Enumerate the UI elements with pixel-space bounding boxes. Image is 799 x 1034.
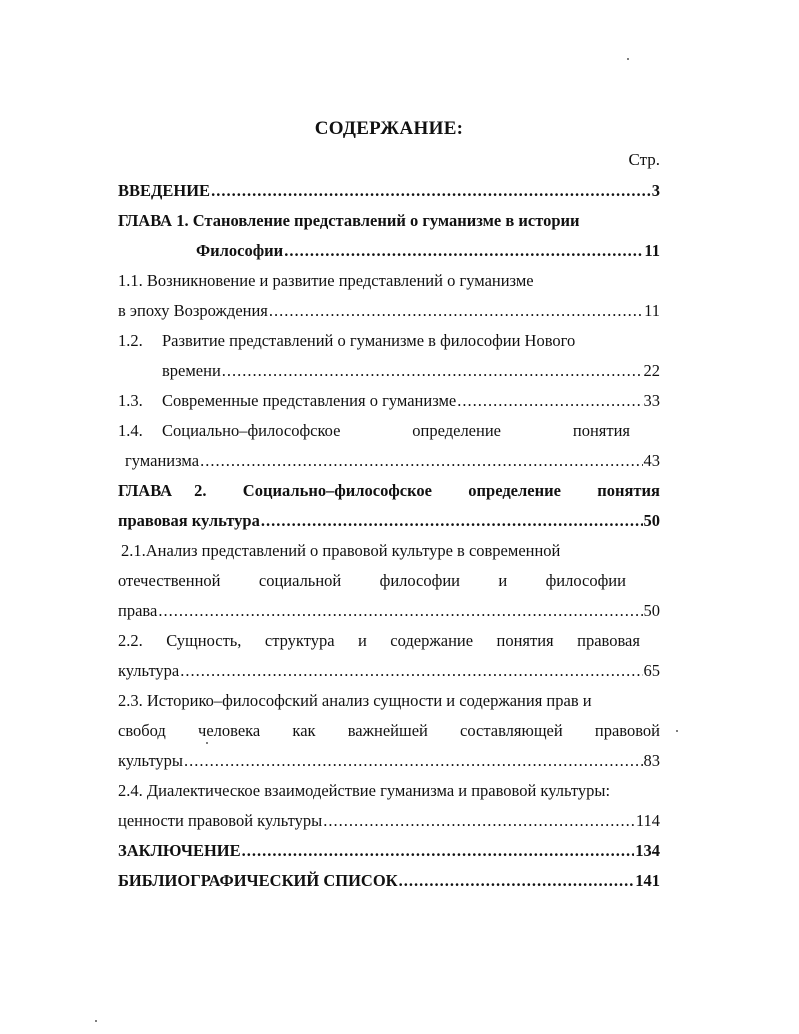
toc-word: определение [412,421,501,440]
toc-entry-label: ЗАКЛЮЧЕНИЕ [118,841,241,860]
toc-entry-label: БИБЛИОГРАФИЧЕСКИЙ СПИСОК [118,871,398,890]
toc-chapter-1-line1[interactable]: ГЛАВА 1. Становление представлений о гуманизме в истории [118,211,580,230]
toc-entry-label: права [118,601,158,620]
toc-entry-label: гуманизма [125,451,200,470]
toc-section-1-1-line1[interactable]: 1.1. Возникновение и развитие представлений о гуманизме [118,271,534,290]
toc-section-2-4-line1[interactable]: 2.4. Диалектическое взаимодействие гуманизма и правовой культуры: [118,781,611,800]
toc-word: социальной [258,571,342,590]
toc-word: важнейшей [347,721,428,740]
toc-word: правовая [577,631,640,650]
toc-word: свобод [118,721,166,740]
toc-word: отечественной [118,571,221,590]
toc-word: понятия [572,421,630,440]
toc-chapter-2-line1[interactable] [118,480,660,502]
toc-entry-label: ценности правовой культуры [118,811,323,830]
toc-section-1-2-line1[interactable] [118,330,575,352]
toc-section-2-1-line2[interactable] [118,570,626,592]
dot-leader [242,840,635,862]
toc-word: философии [379,571,460,590]
toc-word: философии [545,571,626,590]
toc-word: понятия [496,631,554,650]
toc-section-1-4-line1[interactable] [118,420,660,442]
toc-entry-label: ВВЕДЕНИЕ [118,181,211,200]
toc-page-number: 50 [643,511,660,530]
toc-word: человека [198,721,261,740]
scan-speck [676,730,678,732]
toc-page-number: 22 [643,361,660,380]
toc-page-number: 50 [643,601,660,620]
toc-page-number: 83 [643,751,660,770]
toc-word: ГЛАВА [118,481,173,500]
toc-entry-chapter-2[interactable] [118,510,660,532]
dot-leader [284,240,643,262]
toc-page-number: 65 [643,661,660,680]
toc-entry-bibliography[interactable] [118,870,660,892]
dot-leader [222,360,643,382]
toc-entry-label: культура [118,661,180,680]
toc-word: 2.2. [118,631,143,650]
toc-entry-section-2-4[interactable] [118,810,660,832]
toc-word: составляющей [460,721,563,740]
toc-word: определение [468,481,561,500]
toc-entry-section-1-1[interactable] [118,300,660,322]
toc-entry-section-2-1[interactable] [118,600,660,622]
toc-entry-intro[interactable] [118,180,660,202]
page-column-label: Стр. [628,150,660,169]
toc-word: понятия [597,481,660,500]
dot-leader [211,180,651,202]
toc-word: Социально–философское [162,421,341,440]
toc-word: Социально–философское [242,481,432,500]
toc-page-number: 141 [635,871,660,890]
dot-leader [180,660,642,682]
toc-page-number: 3 [651,181,660,200]
toc-entry-label: в эпоху Возрождения [118,301,268,320]
toc-entry-label: Современные представления о гуманизме [162,391,457,410]
toc-word: Сущность, [166,631,242,650]
toc-page-number: 11 [644,301,660,320]
toc-word: содержание [390,631,474,650]
toc-title: СОДЕРЖАНИЕ: [314,118,464,139]
toc-section-2-3-line1[interactable]: 2.3. Историко–философский анализ сущности и содержания прав и [118,691,592,710]
scan-speck [95,1020,97,1022]
scan-speck [206,742,208,744]
toc-entry-chapter-1[interactable] [196,240,660,262]
dot-leader [323,810,635,832]
scan-speck [627,58,629,60]
toc-word: как [292,721,316,740]
toc-section-number: 1.3. [118,391,143,410]
toc-section-number: 1.2. [118,331,143,350]
toc-page-number: 43 [643,451,660,470]
toc-page-number: 134 [635,841,660,860]
dot-leader [399,870,635,892]
toc-entry-conclusion[interactable] [118,840,660,862]
toc-word: правовой [594,721,660,740]
dot-leader [261,510,643,532]
dot-leader [200,450,642,472]
toc-word: и [357,631,367,650]
toc-entry-label: правовая культура [118,511,260,530]
dot-leader [184,750,642,772]
toc-section-number: 1.4. [118,421,143,440]
toc-section-2-1-line1[interactable]: 2.1.Анализ представлений о правовой культуре в современной [121,541,561,560]
toc-word: структура [264,631,335,650]
toc-entry-section-1-2[interactable] [162,360,660,382]
toc-section-title: Развитие представлений о гуманизме в философии Нового [162,331,576,350]
toc-word: и [498,571,508,590]
toc-entry-section-2-2[interactable] [118,660,660,682]
toc-entry-section-2-3[interactable] [118,750,660,772]
toc-entry-label: Философии [196,241,284,260]
toc-section-2-2-line1[interactable] [118,630,640,652]
toc-entry-section-1-3[interactable] [118,390,660,412]
toc-entry-label: культуры [118,751,184,770]
dot-leader [457,390,642,412]
toc-word: 2. [194,481,207,500]
toc-page-number: 11 [644,241,660,260]
dot-leader [269,300,643,322]
dot-leader [158,600,642,622]
toc-page-number: 114 [635,811,660,830]
toc-entry-label: времени [162,361,221,380]
toc-page-number: 33 [643,391,660,410]
toc-section-2-3-line2[interactable] [118,720,660,742]
toc-entry-section-1-4[interactable] [125,450,660,472]
